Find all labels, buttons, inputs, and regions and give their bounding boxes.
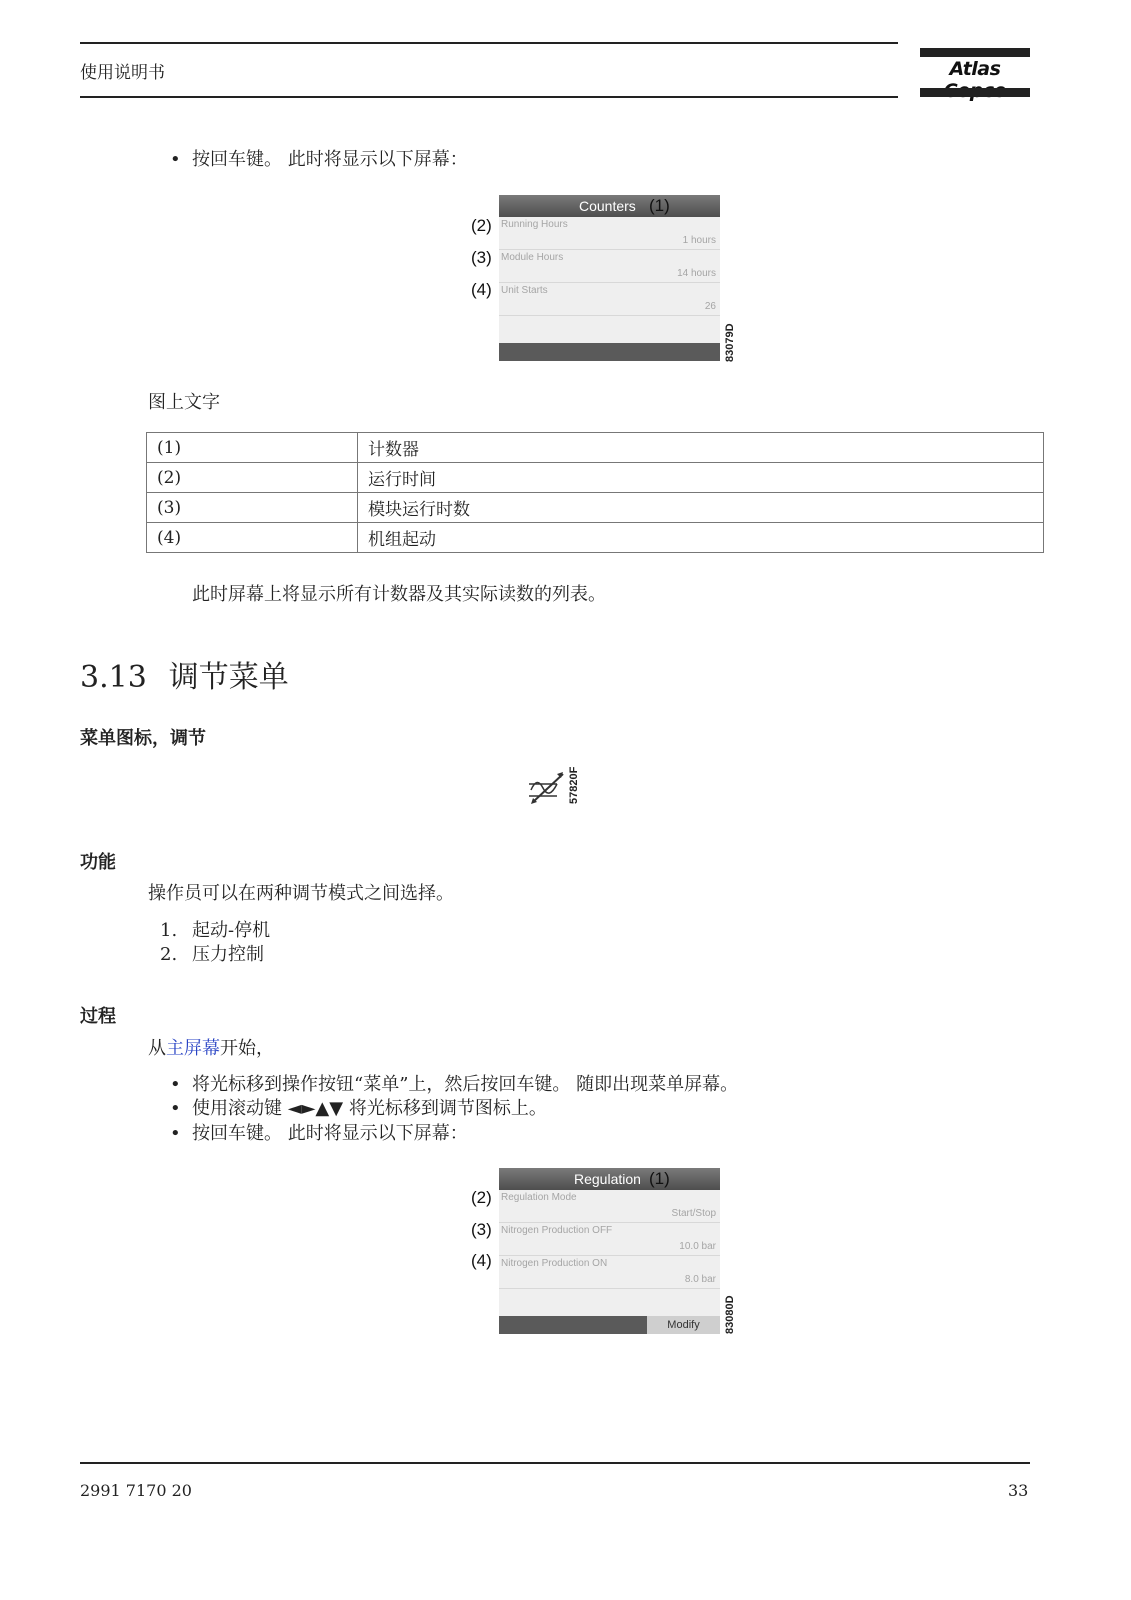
legend-ref: (2) (147, 463, 358, 493)
list-item (499, 217, 720, 250)
figure-caption: 图上文字 (148, 392, 220, 413)
manual-title: 使用说明书 (80, 63, 165, 83)
process-intro (148, 1036, 274, 1062)
callout-4: (4) (471, 1251, 492, 1270)
legend-table (146, 432, 1044, 553)
step-item: • 使用滚动键 ◄►▲▼ 将光标移到调节图标上。 (192, 1096, 547, 1122)
screen-footer-bar (499, 343, 720, 361)
row-label: Running Hours (501, 219, 568, 230)
doc-number: 2991 7170 20 (80, 1481, 192, 1500)
section-heading (80, 652, 289, 696)
legend-ref: (3) (147, 493, 358, 523)
step-item: • 按回车键。 此时将显示以下屏幕： (192, 1121, 468, 1147)
legend-text: 模块运行时数 (358, 493, 1044, 523)
legend-text: 计数器 (358, 433, 1044, 463)
menu-icon-heading: 菜单图标，调节 (80, 728, 206, 749)
step-press-enter: • 按回车键。 此时将显示以下屏幕： (192, 147, 468, 173)
intro-text: 开始， (220, 1038, 274, 1059)
callout-1: (1) (649, 1169, 670, 1188)
mode-item (160, 942, 264, 968)
callout-2: (2) (471, 216, 492, 235)
header-top-rule (80, 42, 898, 44)
intro-text: 从 (148, 1038, 166, 1059)
counters-screen (499, 195, 720, 361)
table-row (147, 493, 1044, 523)
screen-title: Counters (579, 198, 636, 214)
callout-1: (1) (649, 196, 670, 215)
figure-code: 83080D (724, 1295, 736, 1334)
screen-title: Regulation (574, 1171, 641, 1187)
table-row (147, 433, 1044, 463)
legend-text: 机组起动 (358, 523, 1044, 553)
section-number: 3.13 (80, 660, 147, 695)
list-item (499, 1190, 720, 1223)
row-value: 1 hours (682, 235, 716, 246)
legend-ref: (1) (147, 433, 358, 463)
page-number: 33 (1008, 1481, 1029, 1500)
callout-4: (4) (471, 280, 492, 299)
counters-note: 此时屏幕上将显示所有计数器及其实际读数的列表。 (192, 584, 606, 605)
legend-text: 运行时间 (358, 463, 1044, 493)
footer-rule (80, 1462, 1030, 1464)
table-row (147, 463, 1044, 493)
figure-code: 83079D (724, 323, 736, 362)
step-item: • 将光标移到操作按钮“菜单”上，然后按回车键。 随即出现菜单屏幕。 (192, 1072, 738, 1098)
row-value: 10.0 bar (679, 1241, 716, 1252)
mode-text: 起动-停机 (192, 920, 271, 941)
section-title: 调节菜单 (168, 660, 289, 695)
screen-footer-bar (499, 1316, 720, 1334)
mode-text: 压力控制 (192, 944, 264, 965)
process-heading: 过程 (80, 1006, 116, 1027)
list-item (499, 283, 720, 316)
function-text: 操作员可以在两种调节模式之间选择。 (148, 883, 454, 904)
screen-title-bar (499, 195, 720, 217)
list-item (499, 250, 720, 283)
row-value: 26 (704, 301, 716, 312)
callout-2: (2) (471, 1188, 492, 1207)
screen-title-bar (499, 1168, 720, 1190)
modify-button[interactable]: Modify (647, 1316, 720, 1334)
function-heading: 功能 (80, 852, 116, 873)
row-label: Unit Starts (501, 285, 548, 296)
list-item (499, 1256, 720, 1289)
callout-3: (3) (471, 1220, 492, 1239)
table-row (147, 523, 1044, 553)
row-value: 14 hours (677, 268, 716, 279)
row-value: 8.0 bar (684, 1274, 716, 1285)
mode-number: 1. (160, 920, 178, 941)
list-item (499, 1223, 720, 1256)
mode-number: 2. (160, 944, 178, 965)
atlas-copco-logo: Atlas (920, 48, 1030, 100)
row-label: Module Hours (501, 252, 564, 263)
legend-ref: (4) (147, 523, 358, 553)
regulation-screen (499, 1168, 720, 1334)
header-bottom-rule (80, 96, 898, 98)
row-value: Start/Stop (671, 1208, 716, 1219)
callout-3: (3) (471, 248, 492, 267)
regulation-icon (527, 770, 567, 804)
icon-code: 57820F (568, 766, 580, 804)
mode-item (160, 918, 271, 944)
main-screen-link[interactable]: 主屏幕 (166, 1038, 220, 1059)
row-label: Nitrogen Production OFF (501, 1225, 613, 1236)
row-label: Regulation Mode (501, 1192, 577, 1203)
row-label: Nitrogen Production ON (501, 1258, 608, 1269)
